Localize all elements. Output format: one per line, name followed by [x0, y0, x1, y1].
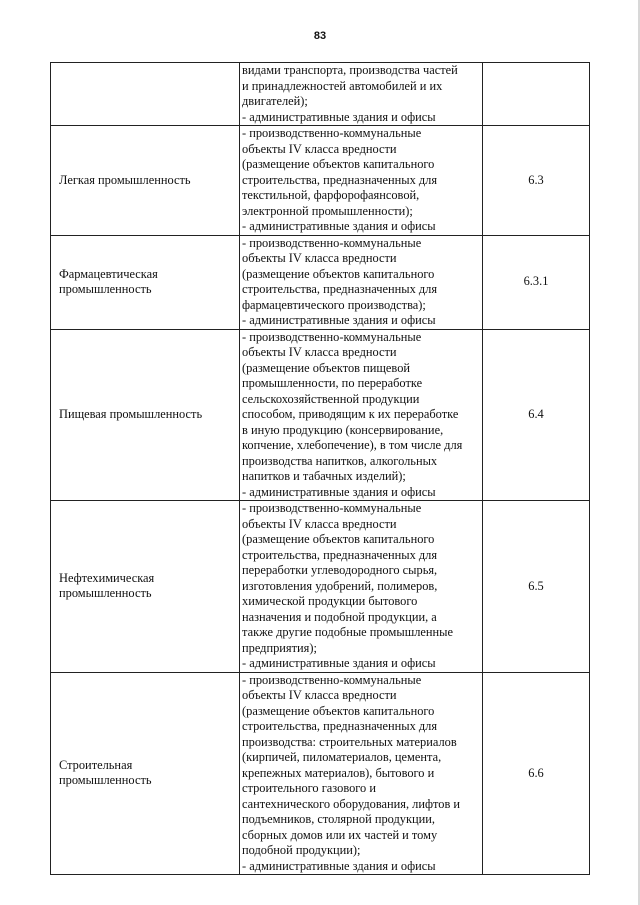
- description-line: в иную продукцию (консервирование,: [242, 422, 444, 437]
- description-line: производства: строительных материалов: [242, 734, 457, 749]
- description-line: видами транспорта, производства частей: [242, 63, 458, 77]
- description-line: - производственно-коммунальные: [242, 329, 422, 344]
- table-row: [51, 235, 590, 329]
- description-line: - административные здания и офисы: [242, 313, 436, 327]
- use-code-cell: 6.4: [483, 329, 590, 501]
- description-line: и принадлежностей автомобилей и их: [242, 78, 443, 93]
- description-line: копчение, хлебопечение), в том числе для: [242, 438, 463, 452]
- description-line: сборных домов или их частей и тому: [242, 827, 438, 842]
- description-line: объекты IV класса вредности: [242, 516, 397, 531]
- description-line: (кирпичей, пиломатериалов, цемента,: [242, 750, 442, 764]
- description-line: назначения и подобной продукции, а: [242, 609, 437, 624]
- use-code-cell: 6.5: [483, 501, 590, 673]
- description-line: объекты IV класса вредности: [242, 345, 397, 359]
- description-line: - производственно-коммунальные: [242, 672, 422, 687]
- description-line: электронной промышленности);: [242, 203, 413, 218]
- use-type-name-line: Легкая промышленность: [59, 172, 191, 187]
- permitted-use-description-cell: [240, 235, 483, 329]
- use-type-name-line: Фармацевтическая: [59, 266, 158, 281]
- use-type-name-cell: [51, 672, 240, 875]
- table-row: [51, 501, 590, 673]
- description-line: (размещение объектов капитального: [242, 266, 435, 281]
- description-line: (размещение объектов капитального: [242, 157, 435, 171]
- description-line: - производственно-коммунальные: [242, 235, 422, 250]
- description-line: текстильной, фарфорофаянсовой,: [242, 188, 420, 202]
- description-line: изготовления удобрений, полимеров,: [242, 578, 438, 593]
- use-type-name-cell: [51, 501, 240, 673]
- use-type-name-line: Пищевая промышленность: [59, 407, 203, 421]
- table-row: [51, 63, 590, 126]
- permitted-use-description-cell: [240, 126, 483, 236]
- description-line: (размещение объектов капитального: [242, 532, 435, 546]
- description-line: сантехнического оборудования, лифтов и: [242, 796, 461, 811]
- use-code-cell: 6.3: [483, 126, 590, 236]
- use-type-name-line: промышленность: [59, 773, 152, 788]
- table-body: [51, 63, 590, 875]
- description-line: объекты IV класса вредности: [242, 251, 397, 265]
- table-row: [51, 126, 590, 236]
- permitted-use-description-cell: [240, 329, 483, 501]
- use-type-name-cell: [51, 63, 240, 126]
- description-line: напитков и табачных изделий);: [242, 469, 406, 483]
- description-line: строительства, предназначенных для: [242, 547, 438, 562]
- description-line: подъемников, столярной продукции,: [242, 812, 436, 826]
- description-line: химической продукции бытового: [242, 594, 418, 608]
- use-type-name-cell: [51, 126, 240, 236]
- description-line: переработки углеводородного сырья,: [242, 563, 438, 577]
- permitted-use-description-cell: [240, 672, 483, 875]
- use-type-name-cell: [51, 329, 240, 501]
- land-use-table: [50, 62, 590, 875]
- use-type-name-line: Нефтехимическая: [59, 570, 155, 585]
- description-line: - производственно-коммунальные: [242, 501, 422, 515]
- table-row: [51, 329, 590, 501]
- use-code-cell: [483, 63, 590, 126]
- description-line: производства напитков, алкогольных: [242, 453, 438, 468]
- description-line: - административные здания и офисы: [242, 656, 436, 670]
- description-line: подобной продукции);: [242, 843, 361, 857]
- description-line: способом, приводящим к их переработке: [242, 407, 459, 421]
- table-row: [51, 672, 590, 875]
- description-line: (размещение объектов капитального: [242, 703, 435, 718]
- description-line: промышленности, по переработке: [242, 376, 423, 390]
- description-line: фармацевтического производства);: [242, 297, 426, 312]
- permitted-use-description-cell: [240, 63, 483, 126]
- page-number: 83: [313, 30, 327, 42]
- use-type-name-line: Строительная: [59, 757, 133, 772]
- description-line: - производственно-коммунальные: [242, 126, 422, 140]
- description-line: двигателей);: [242, 94, 308, 108]
- description-line: сельскохозяйственной продукции: [242, 391, 420, 406]
- description-line: строительного газового и: [242, 781, 376, 795]
- use-type-name-line: промышленность: [59, 282, 152, 296]
- description-line: - административные здания и офисы: [242, 109, 436, 124]
- description-line: строительства, предназначенных для: [242, 282, 438, 296]
- description-line: - административные здания и офисы: [242, 219, 436, 233]
- description-line: - административные здания и офисы: [242, 484, 436, 499]
- description-line: объекты IV класса вредности: [242, 141, 397, 156]
- description-line: - административные здания и офисы: [242, 858, 436, 873]
- use-code-cell: 6.6: [483, 672, 590, 875]
- description-line: строительства, предназначенных для: [242, 172, 438, 187]
- use-code-cell: 6.3.1: [483, 235, 590, 329]
- description-line: также другие подобные промышленные: [242, 625, 454, 639]
- use-type-name-cell: [51, 235, 240, 329]
- description-line: предприятия);: [242, 640, 317, 655]
- description-line: строительства, предназначенных для: [242, 719, 438, 733]
- permitted-use-description-cell: [240, 501, 483, 673]
- description-line: объекты IV класса вредности: [242, 688, 397, 702]
- description-line: крепежных материалов), бытового и: [242, 765, 435, 780]
- use-type-name-line: промышленность: [59, 586, 152, 601]
- description-line: (размещение объектов пищевой: [242, 360, 411, 375]
